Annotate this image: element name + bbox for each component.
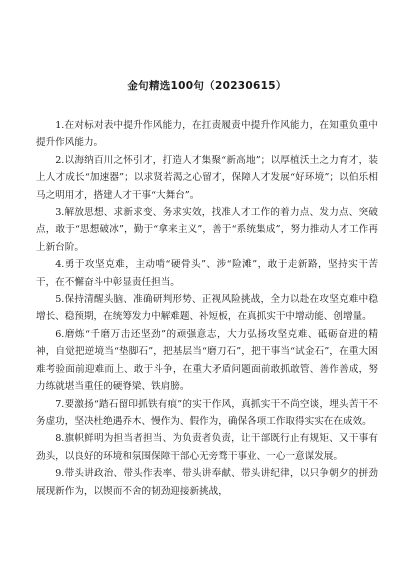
paragraph-7: 7.要激扬“踏石留印抓铁有痕”的实干作风，真抓实干不尚空谈，埋头苦干不务虚功，坚决杜绝遇乔木、慢作为、假作为，确保各项工作取得实实在在成效。 bbox=[36, 398, 378, 427]
paragraph-1: 1.在对标对表中提升作风能力，在扛责履责中提升作风能力，在知重负重中提升作风能力。 bbox=[36, 120, 378, 149]
paragraph-5: 5.保持清醒头脑、准确研判形势、正视风险挑战，全力以赴在攻坚克难中稳增长、稳预期，在统筹发力中解难题、补短板，在真抓实干中增动能、创增量。 bbox=[36, 294, 378, 323]
paragraph-8: 8.旗帜鲜明为担当者担当、为负责者负责，让干部既行止有规矩、又干事有劲头，以良好的环境和氛围保障干部心无旁骛干事业、一心一意谋发展。 bbox=[36, 433, 378, 462]
paragraph-4: 4.勇于攻坚克难，主动啃“硬骨头”、涉“险滩”，敢于走新路，坚持实干苦干，在不懈奋斗中彰显责任担当。 bbox=[36, 259, 378, 288]
paragraph-3: 3.解放思想、求新求变、务求实效，找准人才工作的着力点、发力点、突破点，敢于“思想破冰”，勤于“拿来主义”，善于“系统集成”，努力推动人才工作再上新台阶。 bbox=[36, 207, 378, 253]
paragraph-9: 9.带头讲政治、带头作表率、带头讲奉献、带头讲纪律，以只争朝夕的拼劲展现新作为，以锲而不舍的韧劲迎接新挑战， bbox=[36, 468, 378, 497]
paragraph-2: 2.以海纳百川之怀引才，打造人才集聚“新高地”；以厚植沃土之力育才，装上人才成长“加速器”；以求贤若渴之心留才，保障人才发展“好环境”；以伯乐相马之明用才，搭建人才干事“大舞台”。 bbox=[36, 154, 378, 201]
document-title: 金句精选100句（20230615） bbox=[127, 80, 287, 92]
paragraph-6: 6.磨炼“千磨万击还坚劲”的顽强意志，大力弘扬攻坚克难、砥砺奋进的精神，自觉把逆境当“垫脚石”，把基层当“磨刀石”，把干事当“试金石”，在重大困难考验面前迎难而上、敢于斗争，在重大矛盾问题面前敢抓敢管、善作善成，努力练就堪当重任的硬脊梁、铁肩膀。 bbox=[36, 328, 378, 393]
